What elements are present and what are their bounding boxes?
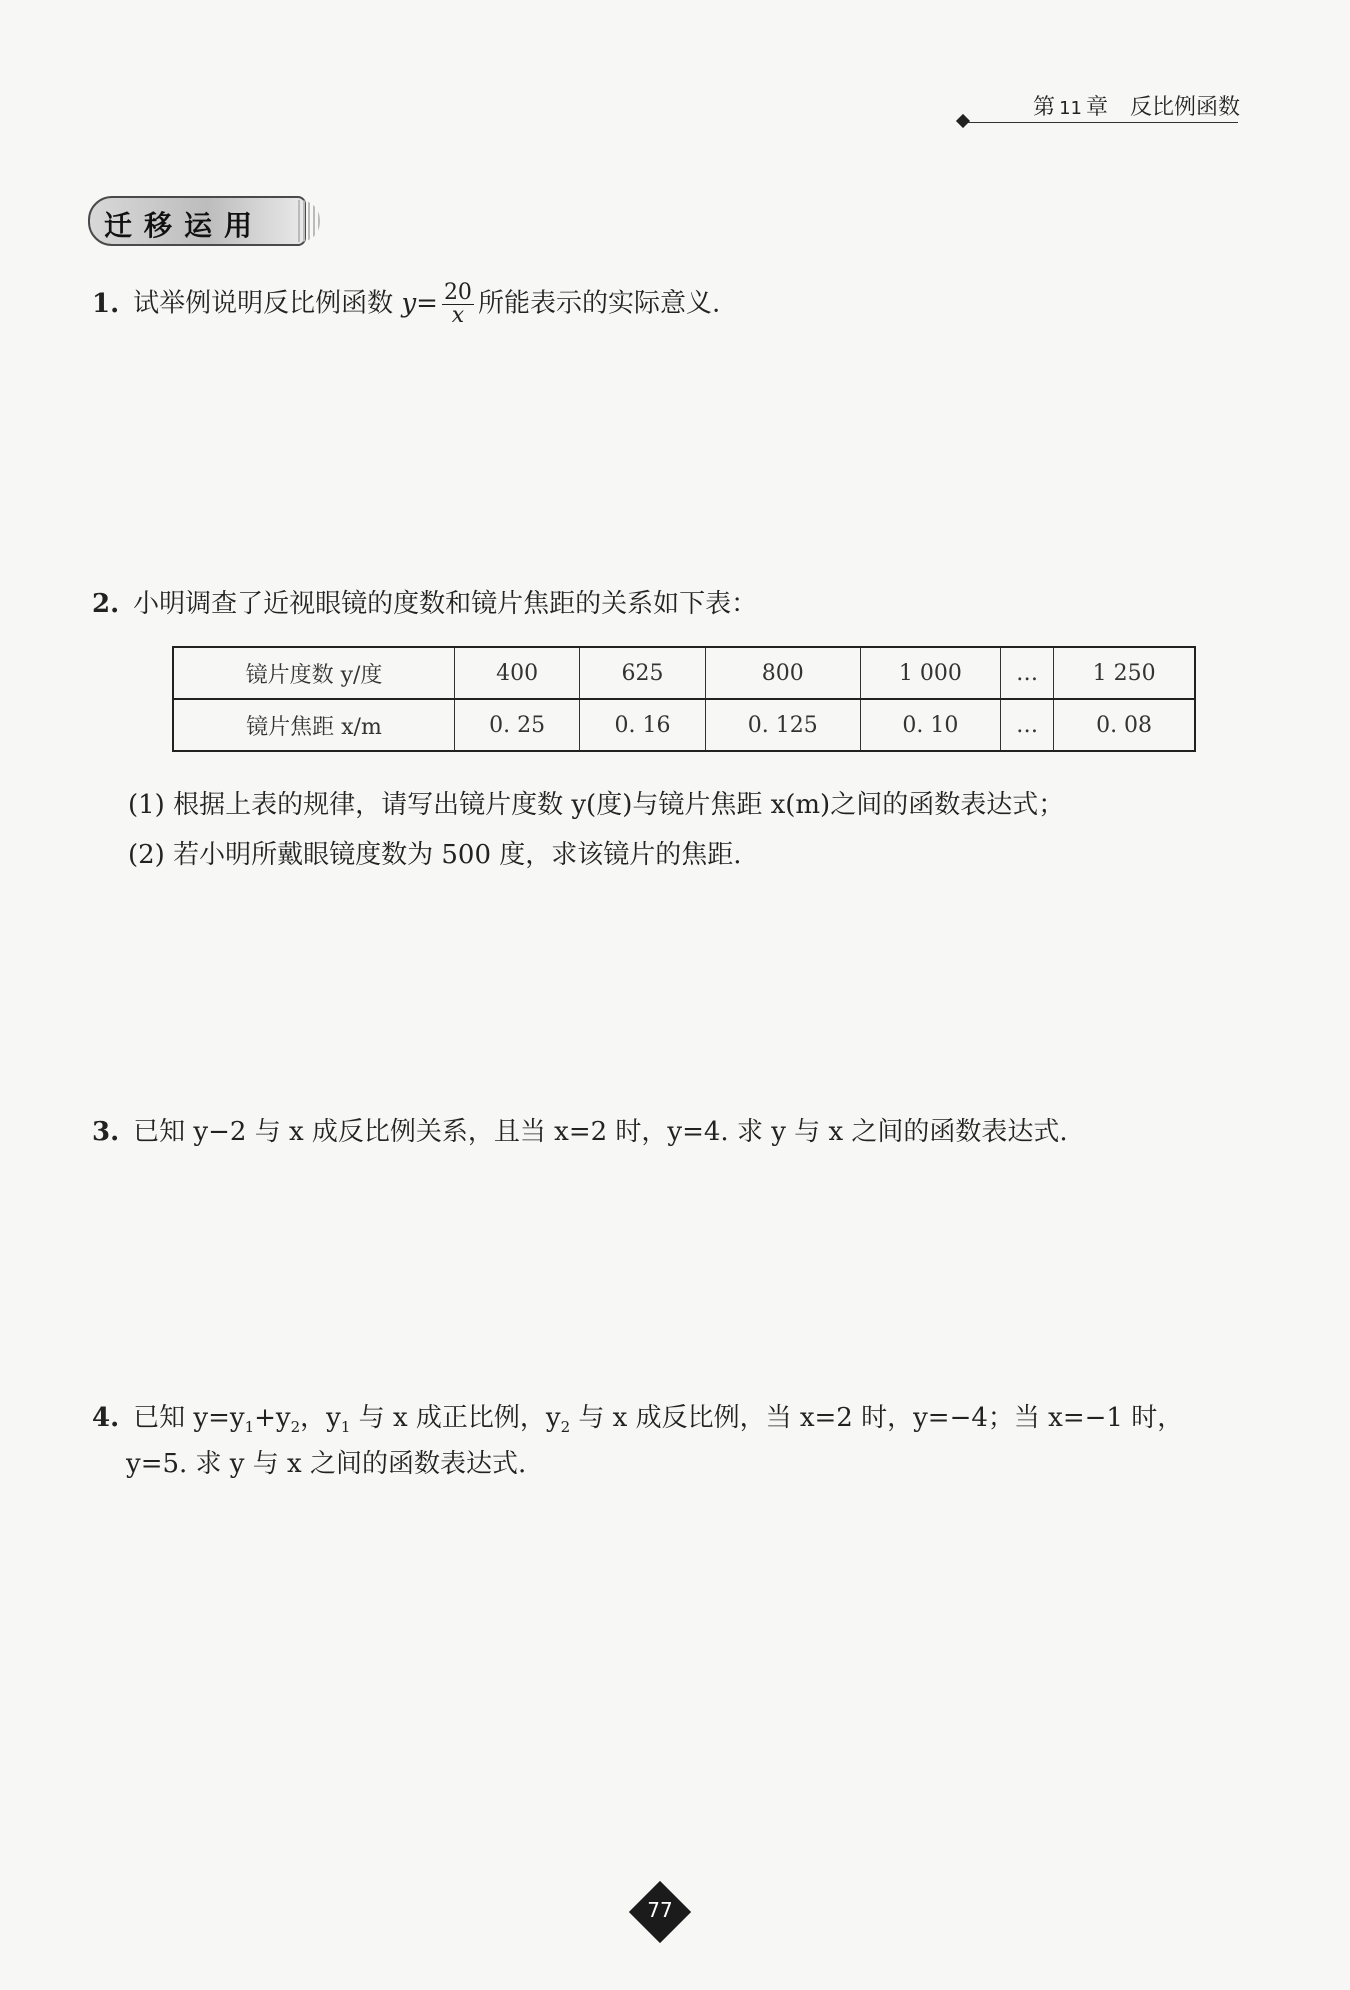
table-cell: 800 bbox=[705, 647, 860, 699]
subscript: 1 bbox=[340, 1418, 351, 1437]
table-cell: 1 250 bbox=[1054, 647, 1195, 699]
sub-question-1: (1) 根据上表的规律，请写出镜片度数 y(度)与镜片焦距 x(m)之间的函数表达式； bbox=[128, 790, 1065, 820]
math-equals: = bbox=[416, 288, 438, 319]
fraction-numerator: 20 bbox=[443, 280, 472, 305]
math-var: y bbox=[401, 288, 417, 319]
lens-table bbox=[172, 646, 1196, 752]
question-text: 与 x 成正比例，y bbox=[350, 1403, 561, 1433]
subscript: 2 bbox=[560, 1418, 571, 1437]
section-title: 迁移运用 bbox=[104, 209, 265, 242]
subscript: 2 bbox=[290, 1418, 301, 1437]
section-banner bbox=[88, 196, 306, 246]
table-cell: … bbox=[1001, 699, 1054, 751]
question-text: 所能表示的实际意义. bbox=[477, 288, 721, 319]
question-number: 3. bbox=[92, 1117, 120, 1147]
chapter-suffix: 章 bbox=[1085, 95, 1108, 120]
fraction-denominator: x bbox=[451, 303, 465, 328]
question-text: 已知 y−2 与 x 成反比例关系，且当 x=2 时，y=4. 求 y 与 x 之间的函数表达式. bbox=[133, 1117, 1068, 1147]
question-1 bbox=[92, 282, 720, 327]
subscript: 1 bbox=[244, 1418, 255, 1437]
chapter-title: 反比例函数 bbox=[1129, 95, 1240, 120]
table-row bbox=[173, 647, 1195, 699]
table-cell: 625 bbox=[580, 647, 705, 699]
table-cell: 400 bbox=[455, 647, 580, 699]
question-3 bbox=[92, 1112, 1068, 1152]
question-text: 小明调查了近视眼镜的度数和镜片焦距的关系如下表： bbox=[133, 589, 758, 619]
question-4 bbox=[92, 1398, 1183, 1447]
question-text: 试举例说明反比例函数 bbox=[133, 288, 394, 319]
header-rule bbox=[968, 122, 1238, 123]
chapter-number: 11 bbox=[1059, 98, 1082, 119]
table-cell: 0. 125 bbox=[705, 699, 860, 751]
table-cell: 0. 25 bbox=[455, 699, 580, 751]
table-cell: … bbox=[1001, 647, 1054, 699]
question-2 bbox=[92, 584, 757, 624]
question-text: 已知 y=y bbox=[133, 1403, 245, 1433]
banner-stripes bbox=[298, 200, 320, 242]
fraction bbox=[442, 282, 474, 327]
table-cell: 1 000 bbox=[860, 647, 1000, 699]
chapter-prefix: 第 bbox=[1033, 95, 1056, 120]
running-header bbox=[960, 90, 1240, 121]
question-4-line-2: y=5. 求 y 与 x 之间的函数表达式. bbox=[126, 1449, 527, 1479]
table-row-header: 镜片焦距 x/m bbox=[173, 699, 455, 751]
question-number: 4. bbox=[92, 1403, 120, 1433]
question-text: +y bbox=[254, 1403, 291, 1433]
question-text: ，y bbox=[300, 1403, 341, 1433]
question-number: 1. bbox=[92, 288, 120, 319]
table-cell: 0. 10 bbox=[860, 699, 1000, 751]
sub-question-2: (2) 若小明所戴眼镜度数为 500 度，求该镜片的焦距. bbox=[128, 840, 742, 870]
table-cell: 0. 08 bbox=[1054, 699, 1195, 751]
table-row bbox=[173, 699, 1195, 751]
question-text: 与 x 成反比例，当 x=2 时，y=−4；当 x=−1 时， bbox=[570, 1403, 1184, 1433]
table-row-header: 镜片度数 y/度 bbox=[173, 647, 455, 699]
page-number: 77 bbox=[647, 1898, 673, 1922]
table-cell: 0. 16 bbox=[580, 699, 705, 751]
question-number: 2. bbox=[92, 589, 120, 619]
